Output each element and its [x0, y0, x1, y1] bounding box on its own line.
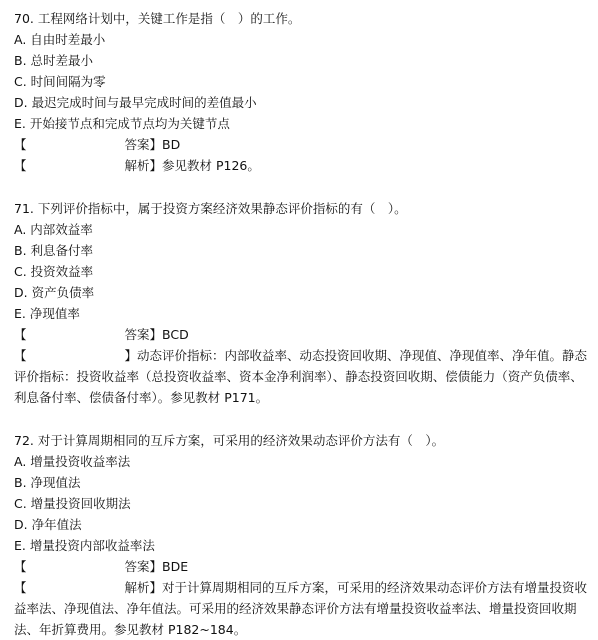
analysis-paragraph	[14, 345, 588, 408]
option-d: D. 净年值法	[14, 517, 82, 532]
answer-bracket: 【	[14, 137, 27, 152]
redaction-block	[27, 582, 125, 596]
option-e: E. 净现值率	[14, 306, 80, 321]
analysis-paragraph	[14, 577, 588, 640]
question-72	[14, 430, 588, 640]
analysis-bracket: 【	[14, 158, 27, 173]
redaction-block	[27, 160, 125, 174]
answer-text: 答案】BD	[124, 137, 181, 152]
option-a: A. 自由时差最小	[14, 32, 106, 47]
question-stem: 71. 下列评价指标中，属于投资方案经济效果静态评价指标的有（ ）。	[14, 201, 407, 216]
option-e: E. 开始接节点和完成节点均为关键节点	[14, 116, 230, 131]
option-c: C. 时间间隔为零	[14, 74, 106, 89]
redaction-block	[27, 350, 125, 364]
analysis-text: 解析】对于计算周期相同的互斥方案，可采用的经济效果动态评价方法有增量投资收益率法、净现值法、净年值法。可采用的经济效果静态评价方法有增量投资收益率法、增量投资回收期法、年折算费用。参见教材 P182~184。	[14, 580, 588, 637]
option-a: A. 增量投资收益率法	[14, 454, 131, 469]
analysis-text: 】动态评价指标：内部收益率、动态投资回收期、净现值、净现值率、净年值。静态评价指标：投资收益率（总投资收益率、资本金净利润率）、静态投资回收期、偿债能力（资产负债率、利息备付率、偿债备付率）。参见教材 P171。	[14, 348, 588, 405]
question-document	[14, 8, 588, 640]
option-b: B. 利息备付率	[14, 243, 94, 258]
question-71	[14, 198, 588, 408]
analysis-text: 解析】参见教材 P126。	[124, 158, 260, 173]
answer-line	[14, 324, 588, 345]
answer-line	[14, 134, 588, 155]
option-d: D. 资产负债率	[14, 285, 95, 300]
question-stem: 70. 工程网络计划中，关键工作是指（ ）的工作。	[14, 11, 301, 26]
analysis-line	[14, 155, 588, 176]
question-70	[14, 8, 588, 176]
redaction-block	[27, 561, 125, 575]
option-b: B. 净现值法	[14, 475, 81, 490]
answer-line	[14, 556, 588, 577]
option-b: B. 总时差最小	[14, 53, 94, 68]
analysis-bracket: 【	[14, 348, 27, 363]
option-e: E. 增量投资内部收益率法	[14, 538, 155, 553]
analysis-bracket: 【	[14, 580, 27, 595]
question-stem: 72. 对于计算周期相同的互斥方案，可采用的经济效果动态评价方法有（ ）。	[14, 433, 445, 448]
answer-bracket: 【	[14, 327, 27, 342]
answer-text: 答案】BCD	[124, 327, 189, 342]
redaction-block	[27, 329, 125, 343]
redaction-block	[27, 139, 125, 153]
option-c: C. 投资效益率	[14, 264, 94, 279]
answer-bracket: 【	[14, 559, 27, 574]
answer-text: 答案】BDE	[124, 559, 189, 574]
option-a: A. 内部效益率	[14, 222, 93, 237]
option-d: D. 最迟完成时间与最早完成时间的差值最小	[14, 95, 257, 110]
option-c: C. 增量投资回收期法	[14, 496, 131, 511]
